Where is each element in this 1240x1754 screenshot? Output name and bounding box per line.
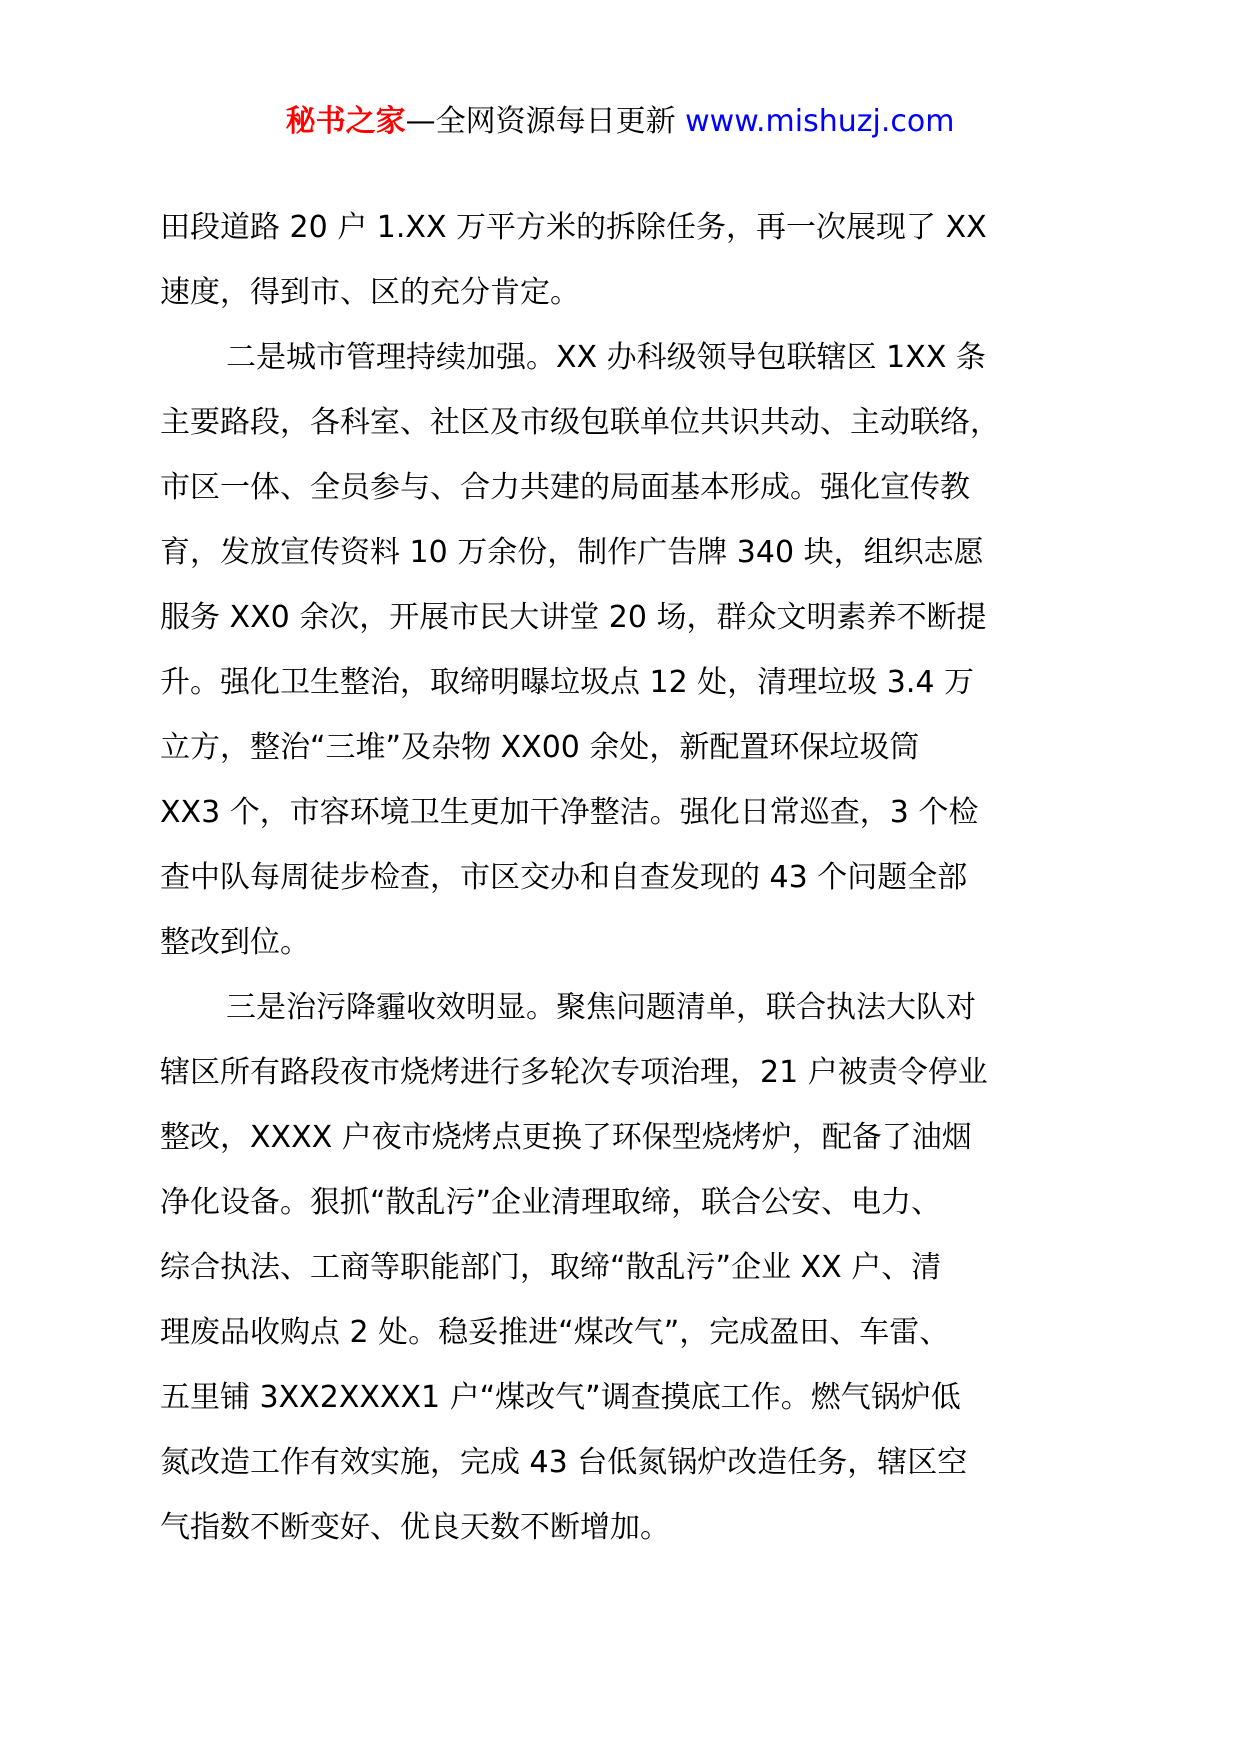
- text-line: XX3 个，市容环境卫生更加干净整洁。强化日常巡查，3 个检: [160, 795, 979, 830]
- website-link[interactable]: www.mishuzj.com: [685, 104, 955, 139]
- text-line: 速度，得到市、区的充分肯定。: [160, 275, 580, 310]
- text-line: 升。强化卫生整治，取缔明曝垃圾点 12 处，清理垃圾 3.4 万: [160, 665, 975, 700]
- text-line: 理废品收购点 2 处。稳妥推进“煤改气”，完成盈田、车雷、: [160, 1315, 950, 1350]
- text-line: 氮改造工作有效实施，完成 43 台低氮锅炉改造任务，辖区空: [160, 1445, 968, 1480]
- document-body: [160, 195, 1090, 1560]
- page-header: [0, 100, 1240, 144]
- text-line: 育，发放宣传资料 10 万余份，制作广告牌 340 块，组织志愿: [160, 535, 984, 570]
- paragraph-city-management: [160, 325, 1090, 975]
- text-line: 辖区所有路段夜市烧烤进行多轮次专项治理，21 户被责令停业: [160, 1055, 988, 1090]
- text-line: 整改到位。: [160, 925, 310, 960]
- text-line: 三是治污降霾收效明显。聚焦问题清单，联合执法大队对: [226, 990, 976, 1025]
- header-tagline: —全网资源每日更新: [405, 104, 686, 139]
- text-line: 综合执法、工商等职能部门，取缔“散乱污”企业 XX 户、清: [160, 1250, 942, 1285]
- text-line: 气指数不断变好、优良天数不断增加。: [160, 1510, 670, 1545]
- text-line: 田段道路 20 户 1.XX 万平方米的拆除任务，再一次展现了 XX: [160, 210, 987, 245]
- paragraph-continuation: [160, 195, 1090, 325]
- text-line: 市区一体、全员参与、合力共建的局面基本形成。强化宣传教: [160, 470, 970, 505]
- text-line: 二是城市管理持续加强。XX 办科级领导包联辖区 1XX 条: [226, 340, 986, 375]
- text-line: 查中队每周徒步检查，市区交办和自查发现的 43 个问题全部: [160, 860, 968, 895]
- paragraph-pollution-control: [160, 975, 1090, 1560]
- text-line: 五里铺 3XX2XXXX1 户“煤改气”调查摸底工作。燃气锅炉低: [160, 1380, 961, 1415]
- text-line: 净化设备。狠抓“散乱污”企业清理取缔，联合公安、电力、: [160, 1185, 942, 1220]
- text-line: 整改，XXXX 户夜市烧烤点更换了环保型烧烤炉，配备了油烟: [160, 1120, 972, 1155]
- text-line: 主要路段，各科室、社区及市级包联单位共识共动、主动联络，: [160, 405, 1000, 440]
- text-line: 服务 XX0 余次，开展市民大讲堂 20 场，群众文明素养不断提: [160, 600, 987, 635]
- brand-name: 秘书之家: [285, 104, 406, 139]
- text-line: 立方，整治“三堆”及杂物 XX00 余处，新配置环保垃圾筒: [160, 730, 920, 765]
